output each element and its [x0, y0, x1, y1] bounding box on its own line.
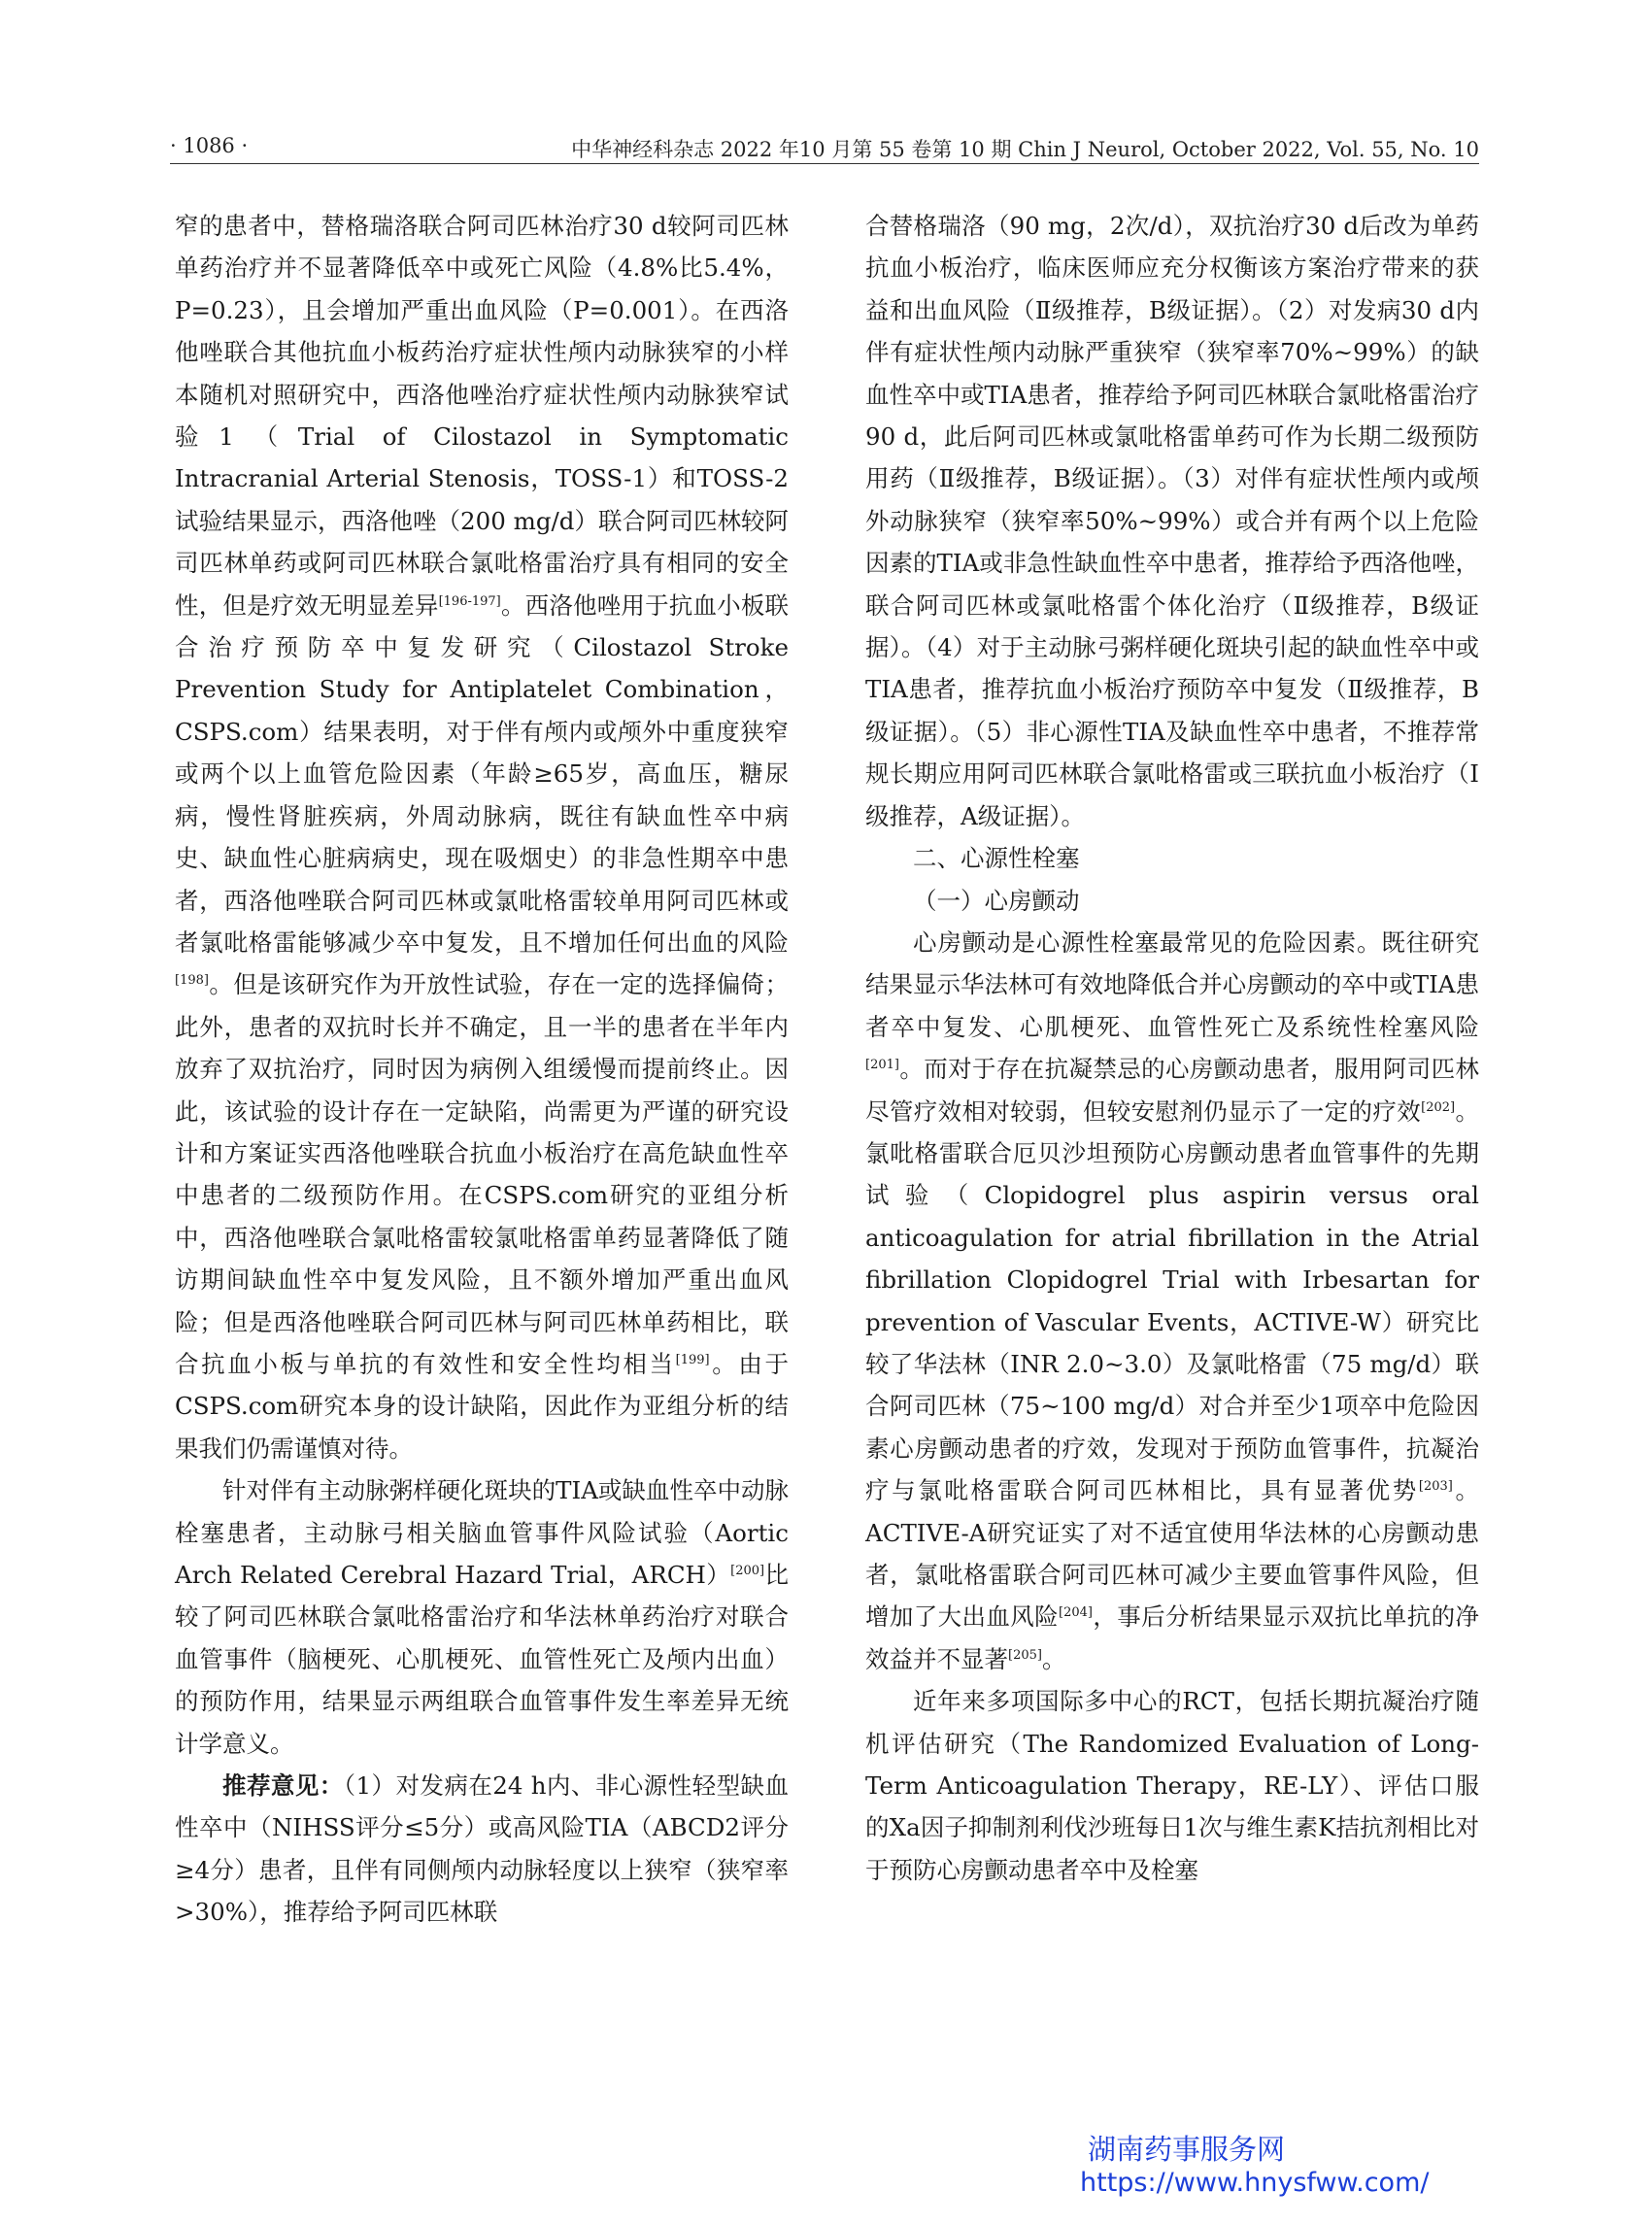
paragraph: 合替格瑞洛（90 mg，2次/d），双抗治疗30 d后改为单药抗血小板治疗，临床医师应充分权衡该方案治疗带来的获益和出血风险（Ⅱ级推荐，B级证据）。（2）对发病30 d内伴有症状性颅内动脉严重狭窄（狭窄率70%~99%）的缺血性卒中或TIA患者，推荐给予阿司匹林联合氯吡格雷治疗90 d，此后阿司匹林或氯吡格雷单药可作为长期二级预防用药（Ⅱ级推荐，B级证据）。（3）对伴有症状性颅内或颅外动脉狭窄（狭窄率50%~99%）或合并有两个以上危险因素的TIA或非急性缺血性卒中患者，推荐给予西洛他唑，联合阿司匹林或氯吡格雷个体化治疗（Ⅱ级推荐，B级证据）。（4）对于主动脉弓粥样硬化斑块引起的缺血性卒中或TIA患者，推荐抗血小板治疗预防卒中复发（Ⅱ级推荐，B级证据）。（5）非心源性TIA及缺血性卒中患者，不推荐常规长期应用阿司匹林联合氯吡格雷或三联抗血小板治疗（Ⅰ级推荐，A级证据）。: [865, 212, 1479, 830]
page-number: · 1086 ·: [170, 134, 249, 157]
running-header: [170, 134, 1479, 167]
recommendation-paragraph: [175, 1765, 789, 1934]
journal-info: 中华神经科杂志 2022 年10 月第 55 卷第 10 期 Chin J Neurol, October 2022, Vol. 55, No. 10: [571, 138, 1479, 161]
citation: [204]: [1059, 1605, 1093, 1621]
citation: [201]: [865, 1057, 899, 1072]
text-run: 窄的患者中，替格瑞洛联合阿司匹林治疗30 d较阿司匹林单药治疗并不显著降低卒中或死亡风险（4.8%比5.4%，P=0.23），且会增加严重出血风险（P=0.001）。在西洛他唑联合其他抗血小板药治疗症状性颅内动脉狭窄的小样本随机对照研究中，西洛他唑治疗症状性颅内动脉狭窄试验1（Trial of Cilostazol in Symptomatic Intracranial Arterial Stenosis，TOSS-1）和TOSS-2试验结果显示，西洛他唑（200 mg/d）联合阿司匹林较阿司匹林单药或阿司匹林联合氯吡格雷治疗具有相同的安全性，但是疗效无明显差异: [175, 212, 789, 620]
header-rule: [170, 163, 1479, 164]
text-run: 。ACTIVE-A研究证实了对不适宜使用华法林的心房颤动患者，氯吡格雷联合阿司匹林可减少主要血管事件风险，但增加了大出血风险: [865, 1476, 1480, 1632]
text-run: 心房颤动是心源性栓塞最常见的危险因素。既往研究结果显示华法林可有效地降低合并心房颤动的卒中或TIA患者卒中复发、心肌梗死、血管性死亡及系统性栓塞风险: [865, 927, 1479, 1041]
text-run: 。由于CSPS.com研究本身的设计缺陷，因此作为亚组分析的结果我们仍需谨慎对待。: [175, 1349, 790, 1463]
section-heading: 二、心源性栓塞: [913, 844, 1080, 873]
watermark-url[interactable]: https://www.hnysfww.com/: [1080, 2168, 1430, 2198]
paragraph: [865, 922, 1479, 1680]
left-column: [175, 205, 789, 1934]
citation: [199]: [675, 1352, 710, 1367]
citation: [203]: [1418, 1479, 1453, 1495]
text-run: 。而对于存在抗凝禁忌的心房颤动患者，服用阿司匹林尽管疗效相对较弱，但较安慰剂仍显示了一定的疗效: [865, 1055, 1479, 1126]
text-run: 针对伴有主动脉粥样硬化斑块的TIA或缺血性卒中动脉栓塞患者，主动脉弓相关脑血管事件风险试验（Aortic Arch Related Cerebral Hazard Trial，ARCH）: [175, 1476, 789, 1589]
text-run: 。西洛他唑用于抗血小板联合治疗预防卒中复发研究（Cilostazol Stroke Prevention Study for Antiplatelet Combination，CSPS.com）结果表明，对于伴有颅内或颅外中重度狭窄或两个以上血管危险因素（年龄≥65岁，高血压，糖尿病，慢性肾脏疾病，外周动脉病，既往有缺血性卒中病史、缺血性心脏病病史，现在吸烟史）的非急性期卒中患者，西洛他唑联合阿司匹林或氯吡格雷较单用阿司匹林或者氯吡格雷能够减少卒中复发，且不增加任何出血的风险: [175, 590, 790, 957]
watermark-name: 湖南药事服务网: [1088, 2133, 1286, 2166]
paragraph: [175, 1469, 789, 1765]
citation: [198]: [175, 973, 209, 989]
recommendation-label: 推荐意见：: [222, 1771, 344, 1801]
text-run: ，事后分析结果显示双抗比单抗的净效益并不显著: [865, 1602, 1480, 1673]
citation: [202]: [1421, 1099, 1456, 1115]
paragraph: 近年来多项国际多中心的RCT，包括长期抗凝治疗随机评估研究（The Randomized Evaluation of Long-Term Anticoagulation Therapy，RE-LY）、评估口服的Ⅹa因子抑制剂利伐沙班每日1次与维生素K拮抗剂相比对于预防心房颤动患者卒中及栓塞: [865, 1687, 1479, 1884]
paragraph: [175, 205, 789, 1469]
text-run: 。: [1041, 1644, 1066, 1673]
watermark: [1080, 2132, 1507, 2200]
text-run: 。但是该研究作为开放性试验，存在一定的选择偏倚；此外，患者的双抗时长并不确定，且一半的患者在半年内放弃了双抗治疗，同时因为病例入组缓慢而提前终止。因此，该试验的设计存在一定缺陷，尚需更为严谨的研究设计和方案证实西洛他唑联合抗血小板治疗在高危缺血性卒中患者的二级预防作用。在CSPS.com研究的亚组分析中，西洛他唑联合氯吡格雷较氯吡格雷单药显著降低了随访期间缺血性卒中复发风险，且不额外增加严重出血风险；但是西洛他唑联合阿司匹林与阿司匹林单药相比，联合抗血小板与单抗的有效性和安全性均相当: [175, 970, 789, 1378]
text-run: （1）对发病在24 h内、非心源性轻型缺血性卒中（NIHSS评分≤5分）或高风险TIA（ABCD2评分≥4分）患者，且伴有同侧颅内动脉轻度以上狭窄（狭窄率>30%），推荐给予阿司匹林联: [175, 1771, 789, 1927]
right-column: [865, 205, 1479, 1891]
citation: [196-197]: [438, 593, 501, 609]
text-run: 。氯吡格雷联合厄贝沙坦预防心房颤动患者血管事件的先期试验（Clopidogrel plus aspirin versus oral anticoagulation for atrial fibrillation in the Atrial fibrillation Clopidogrel Trial with Irbesartan for prevention of Vascular Events，ACTIVE-W）研究比较了华法林（INR 2.0~3.0）及氯吡格雷（75 mg/d）联合阿司匹林（75~100 mg/d）对合并至少1项卒中危险因素心房颤动患者的疗效，发现对于预防血管事件，抗凝治疗与氯吡格雷联合阿司匹林相比，具有显著优势: [865, 1096, 1480, 1505]
citation: [200]: [730, 1563, 765, 1578]
citation: [205]: [1008, 1647, 1042, 1663]
text-run: 比较了阿司匹林联合氯吡格雷治疗和华法林单药治疗对联合血管事件（脑梗死、心肌梗死、血管性死亡及颅内出血）的预防作用，结果显示两组联合血管事件发生率差异无统计学意义。: [175, 1561, 790, 1758]
subsection-heading: （一）心房颤动: [913, 886, 1080, 915]
